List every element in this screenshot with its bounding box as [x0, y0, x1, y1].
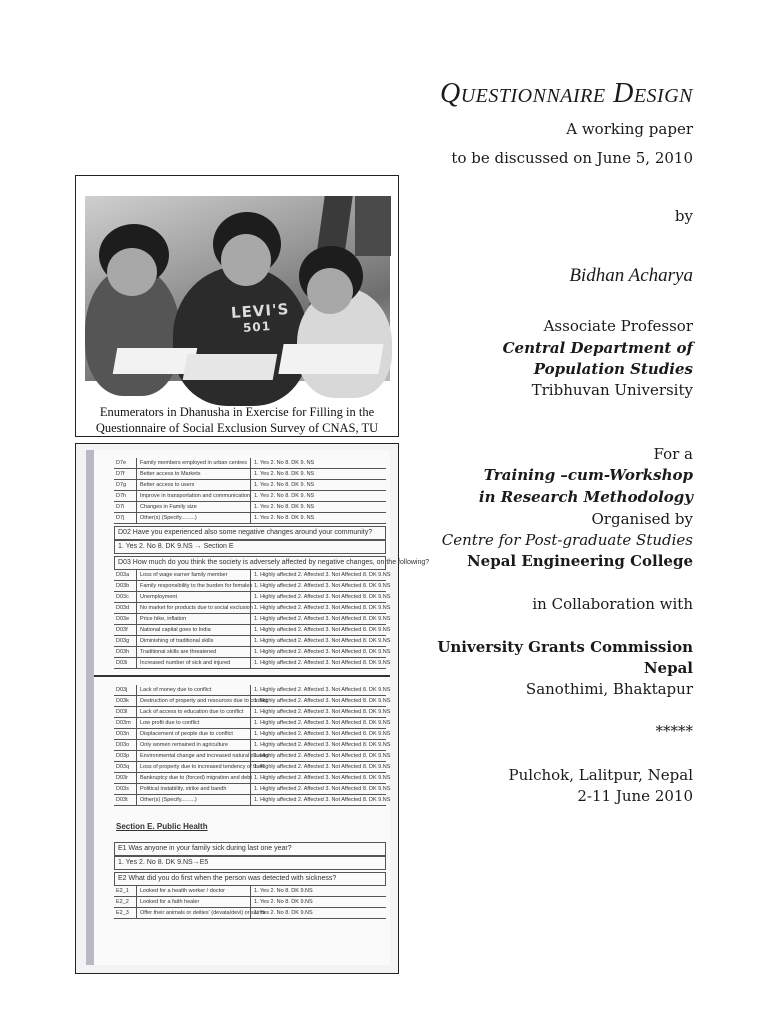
organiser-college: Nepal Engineering College: [466, 552, 693, 570]
scan-row-code: D03l: [114, 707, 137, 717]
scan-row-label: Lack of access to education due to conflict: [137, 707, 251, 717]
scan-row-label: Looked for a faith healer: [137, 897, 251, 907]
scan-row-options: 1. Yes 2. No 8. DK 9. NS: [254, 471, 315, 477]
scan-row: [114, 707, 391, 718]
section-e-title: Section E. Public Health: [116, 822, 208, 831]
scan-row: [114, 647, 391, 658]
scan-row-code: E2_1: [114, 886, 137, 896]
scan-row-code: D03o: [114, 740, 137, 750]
question-e2: E2 What did you do first when the person was detected with sickness?: [114, 872, 386, 886]
organised-by-label: Organised by: [591, 510, 693, 528]
questionnaire-scan: [86, 450, 430, 965]
subtitle-line-2: to be discussed on June 5, 2010: [451, 149, 693, 167]
scan-row-options: 1. Highly affected 2. Affected 3. Not Affected 8. DK 9.NS: [254, 698, 391, 704]
collaborator-line-2: Nepal: [643, 659, 693, 677]
scan-row-label: Displacement of people due to conflict: [137, 729, 251, 739]
scan-row-label: Diminishing of traditional skills: [137, 636, 251, 646]
scan-row-options: 1. Yes 2. No 8. DK 9. NS: [254, 493, 315, 499]
scan-row-options: 1. Yes 2. No 8. DK 9. NS: [254, 482, 315, 488]
scan-row: [114, 908, 386, 919]
scan-row: [114, 740, 391, 751]
scan-row-label: Other(s) (Specify.........): [137, 795, 251, 805]
scan-row-code: D03a: [114, 570, 137, 580]
scan-row-code: D03q: [114, 762, 137, 772]
questionnaire-scan-figure: [75, 443, 430, 974]
scan-row-options: 1. Highly affected 2. Affected 3. Not Affected 8. DK 9.NS: [254, 720, 391, 726]
scan-row-label: National capital goes to India: [137, 625, 251, 635]
subtitle-line-1: A working paper: [566, 120, 693, 138]
photo-caption: [76, 404, 398, 436]
question-d3: D03 How much do you think the society is adversely affected by negative changes, on the following?: [114, 556, 386, 570]
shirt-logo: LEVI'S: [230, 299, 290, 323]
scan-row-options: 1. Highly affected 2. Affected 3. Not Affected 8. DK 9.NS: [254, 627, 391, 633]
scan-row: [114, 718, 391, 729]
scan-row: [114, 625, 391, 636]
scan-row-code: D03g: [114, 636, 137, 646]
scan-row-options: 1. Highly affected 2. Affected 3. Not Affected 8. DK 9.NS: [254, 660, 391, 666]
scan-row: [114, 636, 391, 647]
scan-row: [114, 513, 386, 524]
author-name: Bidhan Acharya: [569, 265, 693, 286]
scan-row-options: 1. Highly affected 2. Affected 3. Not Affected 8. DK 9.NS: [254, 583, 391, 589]
scan-row-options: 1. Yes 2. No 8. DK 9. NS: [254, 460, 315, 466]
question-d2-options: 1. Yes 2. No 8. DK 9.NS → Section E: [114, 540, 386, 554]
venue: Pulchok, Lalitpur, Nepal: [508, 766, 693, 784]
scan-row-code: D03s: [114, 784, 137, 794]
scan-row-label: Improve in transportation and communication: [137, 491, 251, 501]
university-name: Tribhuvan University: [531, 381, 693, 399]
scan-row-label: Unemployment: [137, 592, 251, 602]
scan-row: [114, 696, 391, 707]
scan-row-code: D03d: [114, 603, 137, 613]
collaboration-label: in Collaboration with: [532, 595, 693, 613]
scan-row: [114, 773, 391, 784]
dates: 2-11 June 2010: [577, 787, 693, 805]
for-label: For a: [653, 445, 693, 463]
scan-row-label: Family members employed in urban centres: [137, 458, 251, 468]
scan-row-label: No market for products due to social exclusion: [137, 603, 251, 613]
scan-row: [114, 603, 391, 614]
scan-row-code: D03c: [114, 592, 137, 602]
scan-row: [114, 614, 391, 625]
scan-row-options: 1. Highly affected 2. Affected 3. Not Affected 8. DK 9.NS: [254, 764, 391, 770]
document-title: Questionnaire Design: [440, 78, 693, 109]
page-break-line: [94, 675, 390, 677]
scan-row-code: D7f: [114, 469, 137, 479]
department-line-1: Central Department of: [502, 339, 693, 357]
scan-row: [114, 751, 391, 762]
scan-row-options: 1. Yes 2. No 8. DK 9.NS: [254, 899, 313, 905]
scan-row: [114, 570, 391, 581]
scan-row-options: 1. Highly affected 2. Affected 3. Not Affected 8. DK 9.NS: [254, 687, 391, 693]
scan-row-options: 1. Highly affected 2. Affected 3. Not Affected 8. DK 9.NS: [254, 797, 391, 803]
scan-row-label: Increased number of sick and injured: [137, 658, 251, 668]
scan-row-label: Price hike, inflation: [137, 614, 251, 624]
question-e1: E1 Was anyone in your family sick during last one year?: [114, 842, 386, 856]
event-line-2: in Research Methodology: [478, 488, 693, 506]
scan-row-options: 1. Yes 2. No 8. DK 9.NS: [254, 910, 313, 916]
scan-row-options: 1. Highly affected 2. Affected 3. Not Affected 8. DK 9.NS: [254, 616, 391, 622]
scan-row-code: D03j: [114, 685, 137, 695]
caption-line-2: Questionnaire of Social Exclusion Survey of CNAS, TU: [95, 421, 379, 435]
scan-row-options: 1. Yes 2. No 8. DK 9.NS: [254, 888, 313, 894]
scan-row: [114, 762, 391, 773]
collaborator-location: Sanothimi, Bhaktapur: [525, 680, 693, 698]
scan-row-code: D03f: [114, 625, 137, 635]
by-label: by: [674, 207, 693, 225]
scan-row-options: 1. Highly affected 2. Affected 3. Not Affected 8. DK 9.NS: [254, 775, 391, 781]
scan-row-label: Loss of wage earner family member: [137, 570, 251, 580]
scan-row-code: D7g: [114, 480, 137, 490]
scan-row-code: D03n: [114, 729, 137, 739]
scan-row: [114, 729, 391, 740]
scan-row: [114, 502, 386, 513]
scan-row-options: 1. Highly affected 2. Affected 3. Not Affected 8. DK 9.NS: [254, 742, 391, 748]
scan-row-label: Bankruptcy due to (forced) migration and debt: [137, 773, 251, 783]
scan-row-label: Destruction of property and resources due to conflict: [137, 696, 251, 706]
scan-row-label: Other(s) (Specify.........): [137, 513, 251, 523]
separator-stars: *****: [655, 722, 693, 740]
scan-row-code: D03t: [114, 795, 137, 805]
scan-row-label: Only women remained in agriculture: [137, 740, 251, 750]
author-position: Associate Professor: [543, 317, 693, 335]
scan-row-options: 1. Highly affected 2. Affected 3. Not Affected 8. DK 9.NS: [254, 786, 391, 792]
scan-row-options: 1. Highly affected 2. Affected 3. Not Affected 8. DK 9.NS: [254, 605, 391, 611]
scan-row-label: Lack of money due to conflict: [137, 685, 251, 695]
scan-row-code: D7e: [114, 458, 137, 468]
scan-row-label: Changes in Family size: [137, 502, 251, 512]
scan-row: [114, 581, 391, 592]
scan-row-label: Looked for a health worker / doctor: [137, 886, 251, 896]
photo-figure: [75, 175, 399, 437]
scan-row-options: 1. Highly affected 2. Affected 3. Not Affected 8. DK 9.NS: [254, 649, 391, 655]
scan-row-options: 1. Highly affected 2. Affected 3. Not Affected 8. DK 9.NS: [254, 709, 391, 715]
scan-row-code: D7h: [114, 491, 137, 501]
scan-row-label: Loss of property due to increased tendency of theft: [137, 762, 251, 772]
scan-row-label: Environmental change and increased natural disaster: [137, 751, 251, 761]
scan-row-code: D03m: [114, 718, 137, 728]
scan-row-options: 1. Yes 2. No 8. DK 9. NS: [254, 515, 315, 521]
scan-row-label: Traditional skills are threatened: [137, 647, 251, 657]
scan-row-code: D7j: [114, 513, 137, 523]
scan-row-code: D03h: [114, 647, 137, 657]
scan-row-code: D03p: [114, 751, 137, 761]
scan-row: [114, 480, 386, 491]
scan-row-options: 1. Highly affected 2. Affected 3. Not Affected 8. DK 9.NS: [254, 594, 391, 600]
scan-row-options: 1. Highly affected 2. Affected 3. Not Affected 8. DK 9.NS: [254, 753, 391, 759]
scan-row: [114, 685, 391, 696]
scan-row: [114, 458, 386, 469]
scan-row: [114, 469, 386, 480]
collaborator-line-1: University Grants Commission: [437, 638, 693, 656]
scan-row: [114, 897, 386, 908]
scan-row-code: D03r: [114, 773, 137, 783]
department-line-2: Population Studies: [533, 360, 693, 378]
scan-row-label: Family responsibility to the burden for females: [137, 581, 251, 591]
scan-row-code: D03b: [114, 581, 137, 591]
scan-row: [114, 795, 391, 806]
scan-row-label: Low profit due to conflict: [137, 718, 251, 728]
scan-row: [114, 658, 391, 669]
scan-row-options: 1. Highly affected 2. Affected 3. Not Affected 8. DK 9.NS: [254, 572, 391, 578]
scan-row-code: E2_2: [114, 897, 137, 907]
shirt-logo-number: 501: [242, 319, 272, 335]
scan-row-options: 1. Highly affected 2. Affected 3. Not Affected 8. DK 9.NS: [254, 731, 391, 737]
event-line-1: Training –cum-Workshop: [483, 466, 693, 484]
scan-row-options: 1. Yes 2. No 8. DK 9. NS: [254, 504, 315, 510]
scan-row-code: D03k: [114, 696, 137, 706]
scan-row-label: Better access to users: [137, 480, 251, 490]
scan-row-code: E2_3: [114, 908, 137, 918]
scan-row-code: D03e: [114, 614, 137, 624]
scan-row: [114, 592, 391, 603]
scan-row-label: Political instability, strike and bandh: [137, 784, 251, 794]
scan-row-code: D03i: [114, 658, 137, 668]
scan-row-label: Offer their animals or deities' (devata/devi) or saints: [137, 908, 251, 918]
organiser-centre: Centre for Post-graduate Studies: [441, 531, 693, 549]
scan-row: [114, 784, 391, 795]
scan-row-label: Better access to Markets: [137, 469, 251, 479]
question-e1-options: 1. Yes 2. No 8. DK 9.NS→E5: [114, 856, 386, 870]
scan-row: [114, 886, 386, 897]
scan-row-options: 1. Highly affected 2. Affected 3. Not Affected 8. DK 9.NS: [254, 638, 391, 644]
caption-line-1: Enumerators in Dhanusha in Exercise for Filling in the: [99, 405, 375, 419]
question-d2: D02 Have you experienced also some negative changes around your community?: [114, 526, 386, 540]
enumerators-photo: [85, 196, 390, 381]
scan-row-code: D7i: [114, 502, 137, 512]
scan-row: [114, 491, 386, 502]
